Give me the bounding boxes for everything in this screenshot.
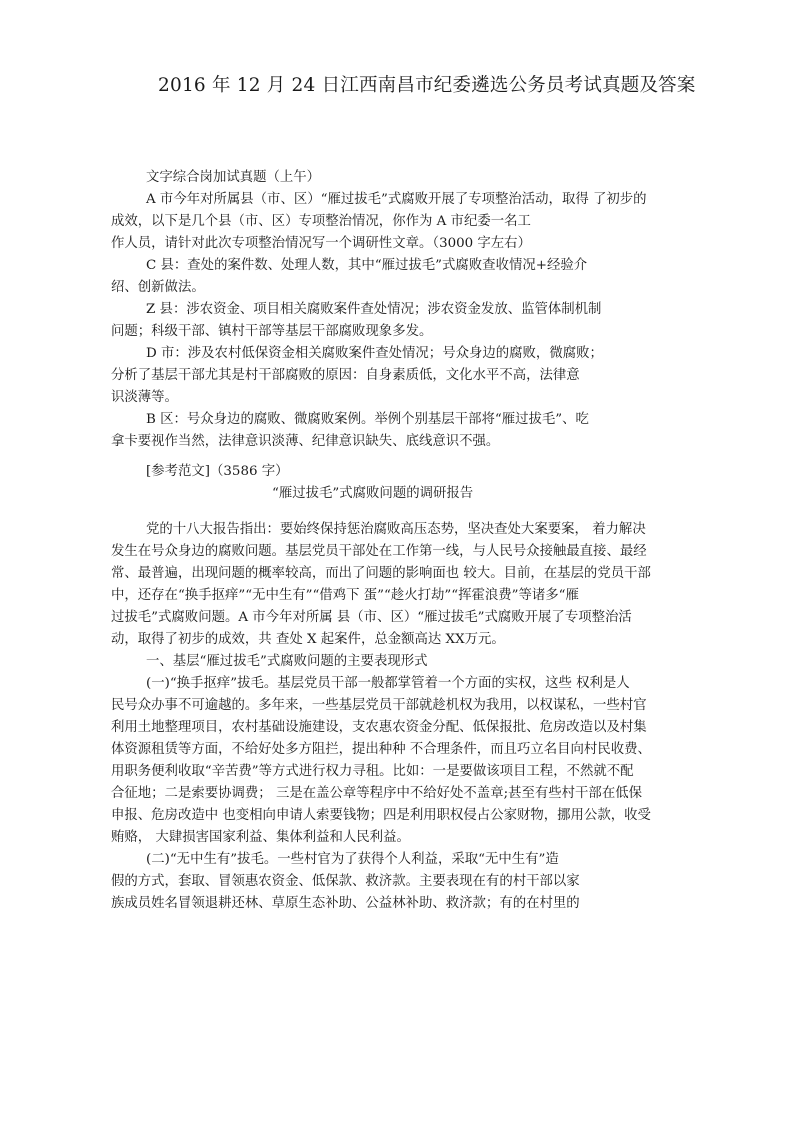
text-line: (二)“无中生有”拔毛。一些村官为了获得个人利益，采取“无中生有”造 <box>146 852 559 867</box>
text-line: 族成员姓名冒领退耕还林、草原生态补助、公益林补助、救济款；有的在村里的 <box>111 896 580 911</box>
text-line: 成效，以下是几个县（市、区）专项整治情况，你作为 A 市纪委一名工 <box>111 214 531 229</box>
section-subtitle: 文字综合岗加试真题（上午） <box>146 170 321 185</box>
text-line: 贿赂， 大肆损害国家利益、集体利益和人民利益。 <box>111 830 410 845</box>
text-line: 发生在号众身边的腐败问题。基层党员干部处在工作第一线，与人民号众接触最直接、最经 <box>111 544 647 559</box>
text-line: 党的十八大报告指出：要始终保持惩治腐败高压态势，坚决查处大案要案， 着力解决 <box>146 522 646 537</box>
text-line: 过拔毛”式腐败问题。A 市今年对所属 县（市、区）“雁过拔毛”式腐败开展了专项整治活 <box>111 610 632 625</box>
text-line: C 县：查处的案件数、处理人数，其中“雁过拔毛”式腐败查收情况+经验介 <box>146 258 588 273</box>
text-line: 用职务便利收取“辛苦费”等方式进行权力寻租。比如：一是要做该项目工程，不然就不配 <box>111 764 634 779</box>
text-line: B 区：号众身边的腐败、微腐败案例。举例个别基层干部将“雁过拔毛”、吃 <box>146 412 589 427</box>
text-line: 识淡薄等。 <box>111 390 178 405</box>
text-line: 问题；科级干部、镇村干部等基层干部腐败现象多发。 <box>111 324 433 339</box>
report-title: “雁过拔毛”式腐败问题的调研报告 <box>272 486 474 501</box>
text-line: (一)“换手抠痒”拔毛。基层党员干部一般都掌管着一个方面的实权，这些 权利是人 <box>146 676 630 691</box>
text-line: 分析了基层干部尤其是村干部腐败的原因：自身素质低，文化水平不高，法律意 <box>111 368 580 383</box>
text-line: 中，还存在“换手抠痒”“无中生有”“借鸡下 蛋”“趁火打劫”“挥霍浪费”等诸多“雁 <box>111 588 579 603</box>
text-line: 常、最普遍，出现问题的概率较高，而出了问题的影响面也 较大。目前，在基层的党员干部 <box>111 566 651 581</box>
text-line: 民号众办事不可逾越的。多年来，一些基层党员干部就趁机权为我用，以权谋私，一些村官 <box>111 698 647 713</box>
text-line: 体资源租赁等方面，不给好处多方阻拦，提出种种 不合理条件，而且巧立名目向村民收费、 <box>111 742 651 757</box>
reference-heading: [参考范文]（3586 字） <box>146 464 289 479</box>
text-line: 绍、创新做法。 <box>111 280 205 295</box>
text-line: 拿卡要视作当然，法律意识淡薄、纪律意识缺失、底线意识不强。 <box>111 434 500 449</box>
text-line: Z 县：涉农资金、项目相关腐败案件查处情况；涉农资金发放、监管体制机制 <box>146 302 602 317</box>
text-line: A 市今年对所属县（市、区）“雁过拔毛”式腐败开展了专项整治活动，取得 了初步的 <box>146 192 647 207</box>
text-line: 作人员，请针对此次专项整治情况写一个调研性文章。（3000 字左右） <box>111 236 531 251</box>
document-title: 2016 年 12 月 24 日江西南昌市纪委遴选公务员考试真题及答案 <box>158 75 696 96</box>
text-line: 合征地；二是索要协调费； 三是在盖公章等程序中不给好处不盖章;甚至有些村干部在低保 <box>111 786 642 801</box>
text-line: 申报、危房改造中 也变相向申请人索要钱物；四是利用职权侵占公家财物，挪用公款，收受 <box>111 808 651 823</box>
text-line: 利用土地整理项目，农村基础设施建设，支农惠农资金分配、低保报批、危房改造以及村集 <box>111 720 647 735</box>
text-line: 假的方式，套取、冒领惠农资金、低保款、救济款。主要表现在有的村干部以家 <box>111 874 580 889</box>
section-heading: 一、基层“雁过拔毛”式腐败问题的主要表现形式 <box>146 654 428 669</box>
text-line: 动，取得了初步的成效，共 查处 X 起案件，总金额高达 XX万元。 <box>111 632 505 647</box>
text-line: D 市：涉及农村低保资金相关腐败案件查处情况；号众身边的腐败，微腐败； <box>146 346 603 361</box>
